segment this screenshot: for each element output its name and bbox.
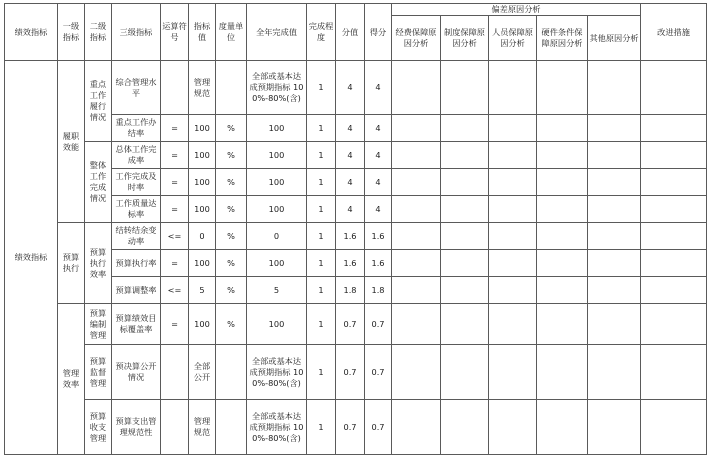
group-cell: 重点工作履行情况 — [85, 61, 112, 142]
empty-cell — [441, 142, 489, 169]
table-cell: 预算绩效目标覆盖率 — [112, 304, 161, 345]
empty-cell — [489, 115, 537, 142]
empty-cell — [588, 169, 641, 196]
table-cell: 预算支出管理规范性 — [112, 400, 161, 455]
empty-cell — [641, 277, 707, 304]
table-cell: 全部公开 — [189, 345, 216, 400]
table-cell: 100 — [189, 169, 216, 196]
table-cell — [216, 400, 247, 455]
empty-cell — [441, 304, 489, 345]
table-cell: 0.7 — [336, 304, 365, 345]
table-cell: 1 — [307, 142, 336, 169]
empty-cell — [489, 61, 537, 115]
table-cell: % — [216, 223, 247, 250]
table-cell: 100 — [189, 142, 216, 169]
empty-cell — [392, 115, 441, 142]
empty-cell — [588, 142, 641, 169]
empty-cell — [441, 345, 489, 400]
table-cell: = — [161, 250, 189, 277]
table-cell: 4 — [365, 142, 392, 169]
table-cell: = — [161, 304, 189, 345]
empty-cell — [489, 277, 537, 304]
header-cell: 其他原因分析 — [588, 16, 641, 61]
header-cell: 全年完成值 — [247, 4, 307, 61]
table-cell: 结转结余变动率 — [112, 223, 161, 250]
empty-cell — [588, 223, 641, 250]
table-cell: 管理规范 — [189, 400, 216, 455]
table-cell: 1 — [307, 61, 336, 115]
empty-cell — [537, 250, 588, 277]
table-cell: 1 — [307, 115, 336, 142]
table-cell: 1.6 — [336, 223, 365, 250]
table-cell: 重点工作办结率 — [112, 115, 161, 142]
table-cell: 管理规范 — [189, 61, 216, 115]
table-cell — [161, 61, 189, 115]
table-cell: 100 — [247, 169, 307, 196]
table-cell: 0.7 — [365, 304, 392, 345]
header-cell: 完成程度 — [307, 4, 336, 61]
table-cell: 全部或基本达成预期指标 100%-80%(含) — [247, 345, 307, 400]
table-cell: 1 — [307, 196, 336, 223]
table-cell: 1.8 — [365, 277, 392, 304]
empty-cell — [441, 196, 489, 223]
table-cell: 全部或基本达成预期指标 100%-80%(含) — [247, 61, 307, 115]
empty-cell — [392, 142, 441, 169]
empty-cell — [588, 61, 641, 115]
empty-cell — [392, 223, 441, 250]
table-cell: 5 — [189, 277, 216, 304]
empty-cell — [641, 400, 707, 455]
table-cell: 1.6 — [365, 250, 392, 277]
table-cell — [216, 345, 247, 400]
table-cell: % — [216, 169, 247, 196]
table-cell: = — [161, 115, 189, 142]
empty-cell — [537, 223, 588, 250]
empty-cell — [489, 223, 537, 250]
empty-cell — [641, 142, 707, 169]
table-cell: 1 — [307, 169, 336, 196]
table-cell: 4 — [336, 142, 365, 169]
table-cell: 4 — [336, 61, 365, 115]
empty-cell — [441, 115, 489, 142]
empty-cell — [537, 196, 588, 223]
header-cell: 三级指标 — [112, 4, 161, 61]
empty-cell — [641, 115, 707, 142]
empty-cell — [641, 250, 707, 277]
table-cell: 全部或基本达成预期指标 100%-80%(含) — [247, 400, 307, 455]
empty-cell — [392, 196, 441, 223]
performance-table — [4, 3, 707, 455]
group-cell: 绩效指标 — [5, 61, 58, 455]
table-cell: 4 — [336, 169, 365, 196]
table-cell: 100 — [189, 250, 216, 277]
deviation-analysis-header: 偏差原因分析 — [392, 4, 641, 16]
empty-cell — [641, 196, 707, 223]
group-cell: 整体工作完成情况 — [85, 142, 112, 223]
empty-cell — [392, 277, 441, 304]
group-cell: 预算监督管理 — [85, 345, 112, 400]
header-cell: 分值 — [336, 4, 365, 61]
table-cell: 1 — [307, 223, 336, 250]
table-cell: 工作质量达标率 — [112, 196, 161, 223]
table-cell: % — [216, 142, 247, 169]
table-cell: 100 — [189, 196, 216, 223]
empty-cell — [441, 250, 489, 277]
table-cell: 4 — [365, 61, 392, 115]
empty-cell — [392, 169, 441, 196]
table-row — [5, 223, 707, 250]
empty-cell — [537, 142, 588, 169]
empty-cell — [641, 223, 707, 250]
table-cell: % — [216, 277, 247, 304]
empty-cell — [441, 277, 489, 304]
table-cell: 100 — [247, 304, 307, 345]
header-cell: 指标值 — [189, 4, 216, 61]
table-cell: 1 — [307, 250, 336, 277]
empty-cell — [392, 400, 441, 455]
table-cell: 4 — [336, 115, 365, 142]
empty-cell — [588, 196, 641, 223]
table-cell: 1.8 — [336, 277, 365, 304]
empty-cell — [588, 304, 641, 345]
empty-cell — [489, 304, 537, 345]
table-row — [5, 61, 707, 115]
group-cell: 预算执行 — [58, 223, 85, 304]
table-row — [5, 345, 707, 400]
group-cell: 预算编制管理 — [85, 304, 112, 345]
empty-cell — [489, 169, 537, 196]
empty-cell — [392, 345, 441, 400]
empty-cell — [641, 61, 707, 115]
header-cell: 制度保障原因分析 — [441, 16, 489, 61]
table-cell: 4 — [365, 115, 392, 142]
table-cell: 1 — [307, 277, 336, 304]
empty-cell — [537, 169, 588, 196]
table-cell: 5 — [247, 277, 307, 304]
empty-cell — [441, 223, 489, 250]
table-cell: 1 — [307, 304, 336, 345]
header-row — [5, 4, 707, 16]
table-cell: % — [216, 304, 247, 345]
empty-cell — [537, 400, 588, 455]
table-cell: 100 — [189, 304, 216, 345]
empty-cell — [489, 250, 537, 277]
group-cell: 履职效能 — [58, 61, 85, 223]
table-cell: <= — [161, 277, 189, 304]
table-cell: <= — [161, 223, 189, 250]
table-cell: 4 — [365, 169, 392, 196]
header-cell: 绩效指标 — [5, 4, 58, 61]
empty-cell — [489, 345, 537, 400]
empty-cell — [588, 277, 641, 304]
table-cell: 100 — [247, 142, 307, 169]
table-cell: 1 — [307, 345, 336, 400]
empty-cell — [641, 345, 707, 400]
empty-cell — [489, 142, 537, 169]
table-row — [5, 304, 707, 345]
group-cell: 管理效率 — [58, 304, 85, 455]
empty-cell — [392, 61, 441, 115]
table-cell: 0.7 — [336, 345, 365, 400]
empty-cell — [588, 250, 641, 277]
empty-cell — [392, 304, 441, 345]
empty-cell — [641, 304, 707, 345]
header-cell: 人员保障原因分析 — [489, 16, 537, 61]
table-cell: 4 — [336, 196, 365, 223]
empty-cell — [441, 61, 489, 115]
empty-cell — [392, 250, 441, 277]
empty-cell — [489, 196, 537, 223]
table-cell — [161, 400, 189, 455]
table-cell — [216, 61, 247, 115]
empty-cell — [588, 400, 641, 455]
table-cell: = — [161, 196, 189, 223]
table-cell: 预算调整率 — [112, 277, 161, 304]
empty-cell — [537, 61, 588, 115]
header-cell: 得分 — [365, 4, 392, 61]
table-cell: % — [216, 196, 247, 223]
table-cell: 1.6 — [336, 250, 365, 277]
table-cell: 预决算公开情况 — [112, 345, 161, 400]
header-cell: 一级指标 — [58, 4, 85, 61]
empty-cell — [537, 277, 588, 304]
empty-cell — [537, 345, 588, 400]
header-cell: 经费保障原因分析 — [392, 16, 441, 61]
empty-cell — [537, 115, 588, 142]
table-cell: 0.7 — [336, 400, 365, 455]
table-cell: 1.6 — [365, 223, 392, 250]
table-cell: 综合管理水平 — [112, 61, 161, 115]
table-cell: 0.7 — [365, 400, 392, 455]
table-cell: 100 — [247, 196, 307, 223]
table-cell: % — [216, 250, 247, 277]
table-cell: 0.7 — [365, 345, 392, 400]
table-row — [5, 400, 707, 455]
table-cell: 0 — [247, 223, 307, 250]
header-cell: 二级指标 — [85, 4, 112, 61]
table-cell: 100 — [247, 250, 307, 277]
empty-cell — [441, 400, 489, 455]
table-cell: 预算执行率 — [112, 250, 161, 277]
empty-cell — [441, 169, 489, 196]
header-cell: 改进措施 — [641, 4, 707, 61]
table-cell: 100 — [247, 115, 307, 142]
table-row — [5, 142, 707, 169]
table-cell — [161, 345, 189, 400]
table-cell: 工作完成及时率 — [112, 169, 161, 196]
header-cell: 度量单位 — [216, 4, 247, 61]
table-cell: % — [216, 115, 247, 142]
table-cell: 4 — [365, 196, 392, 223]
table-cell: 1 — [307, 400, 336, 455]
table-cell: 0 — [189, 223, 216, 250]
empty-cell — [537, 304, 588, 345]
table-cell: 100 — [189, 115, 216, 142]
header-cell: 运算符号 — [161, 4, 189, 61]
group-cell: 预算收支管理 — [85, 400, 112, 455]
header-cell: 硬件条件保障原因分析 — [537, 16, 588, 61]
empty-cell — [641, 169, 707, 196]
empty-cell — [588, 345, 641, 400]
group-cell: 预算执行效率 — [85, 223, 112, 304]
empty-cell — [489, 400, 537, 455]
table-cell: = — [161, 169, 189, 196]
table-cell: = — [161, 142, 189, 169]
empty-cell — [588, 115, 641, 142]
table-cell: 总体工作完成率 — [112, 142, 161, 169]
